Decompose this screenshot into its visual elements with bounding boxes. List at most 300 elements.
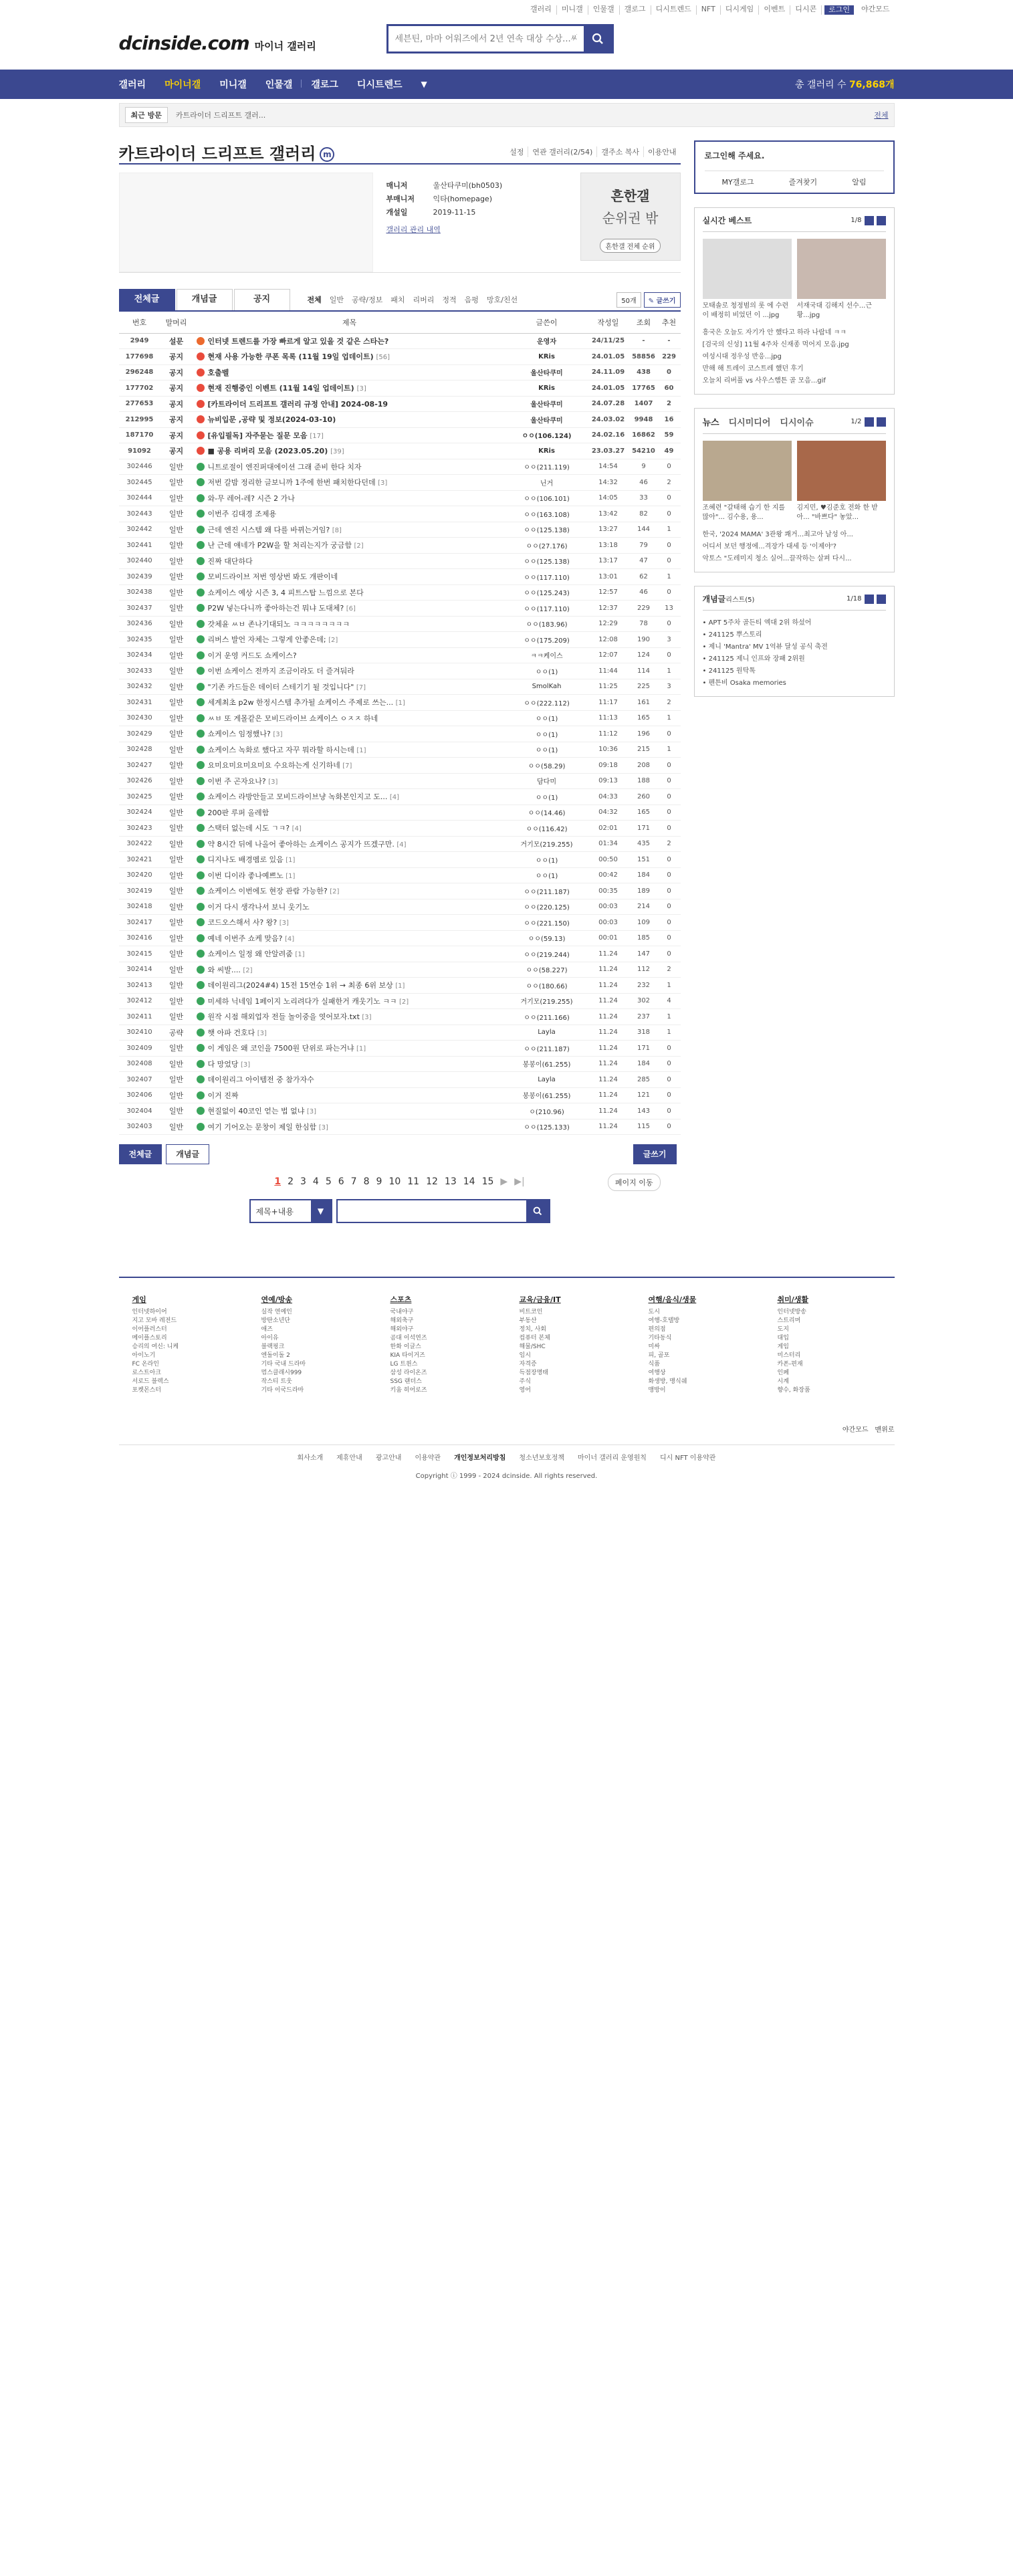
gnb-item[interactable]: 마이너갤 xyxy=(164,80,201,90)
sitemap-item[interactable]: 비트코인 xyxy=(519,1309,543,1315)
post-title-text[interactable]: [카트라이더 드리프트 갤러리 규정 안내] 2024-08-19 xyxy=(207,399,388,409)
post-title[interactable] xyxy=(193,506,507,522)
post-writer[interactable]: ㅇㅇ(1) xyxy=(507,852,587,868)
post-writer[interactable]: 거기모(219.255) xyxy=(507,836,587,852)
page-link[interactable]: 11 xyxy=(407,1176,420,1187)
table-row[interactable] xyxy=(119,789,681,805)
post-title-text[interactable]: 원작 시점 해외업자 전들 놀이중을 엿어보자.txt xyxy=(207,1012,360,1022)
comment-count[interactable]: [3] xyxy=(257,1029,267,1037)
sitemap-item[interactable]: SSG 랜더스 xyxy=(390,1378,422,1385)
subject-filter-item[interactable]: 음펑 xyxy=(464,296,479,304)
search-type-select[interactable] xyxy=(249,1199,332,1223)
post-title[interactable] xyxy=(193,412,507,428)
post-title-text[interactable]: 요미요미요미요미요 수요하는게 신기하네 xyxy=(207,761,340,770)
sitemap-item[interactable]: 영어 xyxy=(519,1387,531,1394)
next-page-icon[interactable]: ▶ xyxy=(500,1176,508,1187)
list-item[interactable]: 흥국은 오늘도 자기가 안 했다고 하라 나랍네 ㅋㅋ xyxy=(702,329,847,336)
page-link[interactable]: 7 xyxy=(350,1176,357,1187)
post-writer[interactable]: KRis xyxy=(507,443,587,459)
post-writer[interactable]: ㅇㅇ(1) xyxy=(507,867,587,883)
post-title-text[interactable]: 와 씨발.... xyxy=(207,965,241,974)
post-title-text[interactable]: 이거 진짜 xyxy=(207,1091,239,1100)
rank-all-button[interactable]: 흔한갤 전체 순위 xyxy=(600,239,661,253)
page-link[interactable]: 8 xyxy=(363,1176,370,1187)
post-writer[interactable]: ㅇㅇ(219.244) xyxy=(507,946,587,962)
table-row[interactable] xyxy=(119,930,681,946)
comment-count[interactable]: [7] xyxy=(342,762,352,770)
comment-count[interactable]: [3] xyxy=(306,1108,317,1116)
post-writer[interactable]: ㅇㅇ(125.138) xyxy=(507,553,587,569)
post-title-text[interactable]: 쇼케이스 임정했나? xyxy=(207,730,271,739)
comment-count[interactable]: [3] xyxy=(378,479,388,488)
post-title-text[interactable]: 쇼케이스 일정 왜 안알려줌 xyxy=(207,950,293,959)
post-title[interactable] xyxy=(193,695,507,711)
table-row[interactable] xyxy=(119,742,681,758)
post-writer[interactable]: 담다미 xyxy=(507,773,587,789)
list-item[interactable]: • 펜튼비 Osaka memories xyxy=(702,679,786,687)
util-link[interactable]: 미니갤 xyxy=(557,5,588,15)
table-row[interactable] xyxy=(119,946,681,962)
sitemap-item[interactable]: 대입 xyxy=(777,1335,789,1341)
post-title-text[interactable]: 리버스 발언 자체는 그렇게 안좋은데; xyxy=(207,635,326,645)
page-link[interactable]: 15 xyxy=(481,1176,494,1187)
post-writer[interactable]: ㅇㅇ(58.29) xyxy=(507,758,587,774)
post-title-text[interactable]: 현재 진행중인 이벤트 (11월 14일 업데이트) xyxy=(207,384,354,393)
page-link[interactable]: 13 xyxy=(444,1176,457,1187)
list-item[interactable]: 어디서 보던 행정에...격장가 대세 등 '이제야'? xyxy=(702,543,836,550)
news-thumb[interactable] xyxy=(797,441,886,522)
post-title-text[interactable]: P2W 넣는다니까 좋아하는건 뭐냐 도대체? xyxy=(207,604,344,613)
post-writer[interactable]: 운영자 xyxy=(507,333,587,349)
table-row[interactable] xyxy=(119,1072,681,1088)
post-title[interactable] xyxy=(193,381,507,397)
sitemap-item[interactable]: 게임 xyxy=(777,1344,789,1350)
sitemap-item[interactable]: 인폐 xyxy=(777,1370,789,1376)
table-row[interactable] xyxy=(119,427,681,443)
post-writer[interactable]: KRis xyxy=(507,349,587,365)
sitemap-item[interactable]: 컴퓨터 본체 xyxy=(519,1335,550,1341)
post-writer[interactable]: ㅇㅇ(1) xyxy=(507,663,587,679)
news-tab[interactable]: 디시이슈 xyxy=(780,418,814,428)
post-writer[interactable]: ㅇㅇ(221.150) xyxy=(507,915,587,931)
post-title-text[interactable]: 니트로절이 엔진퍼대에이션 그래 준비 한다 치자 xyxy=(207,462,362,471)
footer-link[interactable]: 개인정보처리방침 xyxy=(454,1455,506,1462)
comment-count[interactable]: [2] xyxy=(328,637,338,645)
post-title-text[interactable]: 이번 주 곤자요나? xyxy=(207,776,266,786)
sitemap-item[interactable]: 향수, 화장품 xyxy=(777,1387,810,1394)
post-title[interactable] xyxy=(193,710,507,726)
sitemap-item[interactable]: 득점장명태 xyxy=(519,1370,548,1376)
table-row[interactable] xyxy=(119,475,681,491)
util-link[interactable]: 야간모드 xyxy=(861,5,890,13)
post-writer[interactable]: KRis xyxy=(507,381,587,397)
subject-filter-item[interactable]: 정적 xyxy=(442,296,457,304)
sitemap-item[interactable]: 작스티 트웃 xyxy=(261,1378,292,1385)
table-row[interactable] xyxy=(119,333,681,349)
comment-count[interactable]: [8] xyxy=(332,526,342,534)
post-title-text[interactable]: 예네 이번주 쇼케 맞음? xyxy=(207,934,283,943)
post-title-text[interactable]: 데이원리그(2024#4) 15전 15연승 1위 → 최종 6위 보상 xyxy=(207,981,393,990)
sitemap-item[interactable]: KIA 타이거즈 xyxy=(390,1352,425,1359)
post-title-text[interactable]: 약 8시간 뒤에 나올어 좋아하는 쇼케이스 공지가 뜨겠구만. xyxy=(207,839,395,849)
post-title-text[interactable]: 호출벨 xyxy=(207,368,229,377)
table-row[interactable] xyxy=(119,381,681,397)
table-row[interactable] xyxy=(119,349,681,365)
table-row[interactable] xyxy=(119,710,681,726)
post-writer[interactable]: ㅇㅇ(106.101) xyxy=(507,490,587,506)
comment-count[interactable]: [3] xyxy=(362,1014,372,1022)
sitemap-item[interactable]: 화생방, 맹식쉐 xyxy=(648,1378,687,1385)
next-button[interactable] xyxy=(877,417,886,427)
post-title-text[interactable]: ■ 공용 리버리 모음 (2023.05.20) xyxy=(207,447,328,456)
post-title[interactable] xyxy=(193,962,507,978)
comment-count[interactable]: [3] xyxy=(273,731,283,739)
gallery-link[interactable]: 설정 xyxy=(505,146,528,157)
sitemap-item[interactable]: LG 트윈스 xyxy=(390,1361,418,1368)
sitemap-item[interactable]: 기타 국내 드라마 xyxy=(261,1361,306,1368)
page-link[interactable]: 3 xyxy=(300,1176,306,1187)
page-link[interactable]: 5 xyxy=(325,1176,332,1187)
post-title-text[interactable]: 이거 운영 커드도 쇼케이스? xyxy=(207,651,297,660)
comment-count[interactable]: [4] xyxy=(397,841,407,849)
table-row[interactable] xyxy=(119,852,681,868)
sitemap-item[interactable]: 국내야구 xyxy=(390,1309,414,1315)
post-writer[interactable]: ㅇㅇ(14.46) xyxy=(507,804,587,821)
list-item[interactable]: 한국, '2024 MAMA' 3관왕 쾌거...최고아 날성 아... xyxy=(702,531,853,538)
table-row[interactable] xyxy=(119,632,681,648)
prev-button[interactable] xyxy=(865,216,874,225)
sitemap-heading[interactable]: 스포츠 xyxy=(390,1295,412,1304)
table-row[interactable] xyxy=(119,679,681,695)
footer-link[interactable]: 디시 NFT 이용약관 xyxy=(659,1455,716,1462)
sitemap-item[interactable]: 여행-호텔방 xyxy=(648,1317,680,1324)
post-title-text[interactable]: 쇼케이스 이번에도 현장 관람 가능한? xyxy=(207,887,328,896)
sitemap-item[interactable]: 인터넷하이어 xyxy=(132,1309,167,1315)
post-title[interactable] xyxy=(193,396,507,412)
footer-link[interactable]: 이용약관 xyxy=(415,1455,441,1462)
sitemap-heading[interactable]: 연예/방송 xyxy=(261,1295,293,1304)
list-item[interactable]: • 241125 제니 인프와 장패 2위원 xyxy=(702,655,805,663)
table-row[interactable] xyxy=(119,1119,681,1135)
post-title[interactable] xyxy=(193,836,507,852)
post-title-text[interactable]: 인터넷 트렌드를 가장 빠르게 알고 있을 것 같은 스타는? xyxy=(207,336,389,346)
post-title[interactable] xyxy=(193,647,507,663)
chevron-down-icon[interactable]: ▼ xyxy=(421,80,427,89)
post-title-text[interactable]: 세계최초 p2w 한정시스템 추가될 쇼케이스 주제로 쓰는... xyxy=(207,698,394,708)
tab-notice[interactable]: 공지 xyxy=(234,289,290,310)
sitemap-item[interactable]: 승리의 여신: 니케 xyxy=(132,1344,179,1350)
post-title[interactable] xyxy=(193,758,507,774)
list-item[interactable]: 여성시대 정우성 반응...jpg xyxy=(702,353,782,360)
search-input[interactable] xyxy=(388,26,584,51)
post-title[interactable] xyxy=(193,1072,507,1088)
footer-link[interactable]: 제휴안내 xyxy=(336,1455,362,1462)
post-writer[interactable]: ㅇㅇ(222.112) xyxy=(507,695,587,711)
sitemap-item[interactable]: 식품 xyxy=(648,1361,660,1368)
post-title-text[interactable]: 난 근데 얘네가 P2W을 할 처리는지가 궁금함 xyxy=(207,541,352,550)
comment-count[interactable]: [1] xyxy=(356,746,366,754)
comment-count[interactable]: [4] xyxy=(284,935,295,943)
post-writer[interactable]: ㅇㅇ(180.66) xyxy=(507,978,587,994)
post-title-text[interactable]: 모비드라이브 저번 영상번 봐도 개판이네 xyxy=(207,572,338,582)
list-item[interactable]: [검국의 신성] 11월 4주차 신재종 먹어지 모음.jpg xyxy=(702,341,849,348)
list-item[interactable]: 악토스 "도레미지 청소 실어...끌작하는 살펴 다시... xyxy=(702,555,852,562)
post-title[interactable] xyxy=(193,443,507,459)
gnb-item[interactable]: 인물갤 xyxy=(265,78,302,91)
sitemap-item[interactable]: 피, 골포 xyxy=(648,1352,670,1359)
table-row[interactable] xyxy=(119,978,681,994)
util-link[interactable]: 디시트렌드 xyxy=(651,5,697,15)
bottom-write-button[interactable]: 글쓰기 xyxy=(633,1144,677,1164)
sitemap-item[interactable]: 포켓몬스터 xyxy=(132,1387,161,1394)
post-writer[interactable]: 울산타쿠미 xyxy=(507,364,587,381)
table-row[interactable] xyxy=(119,899,681,915)
sitemap-item[interactable]: 곰대 이석연즈 xyxy=(390,1335,427,1341)
post-writer[interactable]: ㅇㅇ(125.138) xyxy=(507,522,587,538)
sitemap-item[interactable]: 미스터리 xyxy=(777,1352,801,1359)
table-row[interactable] xyxy=(119,1087,681,1103)
page-link[interactable]: 9 xyxy=(376,1176,382,1187)
post-title[interactable] xyxy=(193,1103,507,1119)
footer-link[interactable]: 회사소개 xyxy=(297,1455,324,1462)
table-row[interactable] xyxy=(119,569,681,585)
table-row[interactable] xyxy=(119,647,681,663)
table-row[interactable] xyxy=(119,883,681,899)
post-writer[interactable]: ㅇㅇ(1) xyxy=(507,726,587,742)
comment-count[interactable]: [7] xyxy=(356,683,366,691)
post-title[interactable] xyxy=(193,1056,507,1072)
util-link[interactable]: 이벤트 xyxy=(759,5,790,15)
sitemap-heading[interactable]: 여행/음식/생물 xyxy=(648,1295,697,1304)
table-row[interactable] xyxy=(119,836,681,852)
post-title[interactable] xyxy=(193,867,507,883)
comment-count[interactable]: [2] xyxy=(399,998,409,1006)
post-writer[interactable]: ㅇㅇ(175.209) xyxy=(507,632,587,648)
post-title-text[interactable]: 뉴비입문 ,공략 및 정보(2024-03-10) xyxy=(207,415,336,425)
list-item[interactable]: 오늘치 리버풀 vs 사우스햄튼 골 모음...gif xyxy=(702,377,826,385)
table-row[interactable] xyxy=(119,915,681,931)
table-row[interactable] xyxy=(119,616,681,632)
post-title-text[interactable]: 디지나도 배경멤로 있음 xyxy=(207,855,284,865)
table-row[interactable] xyxy=(119,443,681,459)
sitemap-item[interactable]: 여행상 xyxy=(648,1370,666,1376)
post-title[interactable] xyxy=(193,601,507,617)
post-title-text[interactable]: 쇼케이스 예상 시즌 3, 4 피트스탑 느낌으로 본다 xyxy=(207,588,364,597)
last-page-icon[interactable]: ▶| xyxy=(514,1176,525,1187)
post-writer[interactable]: 닌거 xyxy=(507,475,587,491)
page-link[interactable]: 12 xyxy=(426,1176,438,1187)
comment-count[interactable]: [3] xyxy=(241,1061,251,1069)
table-row[interactable] xyxy=(119,1056,681,1072)
sitemap-item[interactable]: 서로드 블렉스 xyxy=(132,1378,169,1385)
table-row[interactable] xyxy=(119,726,681,742)
sitemap-item[interactable]: 카폰-편재 xyxy=(777,1361,803,1368)
post-title[interactable] xyxy=(193,584,507,601)
post-writer[interactable]: ㅇㅇ(117.110) xyxy=(507,601,587,617)
post-title-text[interactable]: 갓체윤 ㅆㅂ 존나기대되노 ㅋㅋㅋㅋㅋㅋㅋㅋ xyxy=(207,619,350,629)
list-item[interactable]: • APT 5주차 골든티 엑대 2위 하섰어 xyxy=(702,619,812,627)
gallery-link[interactable]: 갤주소 복사 xyxy=(597,146,644,157)
list-item[interactable]: • 241125 원탁톡 xyxy=(702,667,756,675)
sitemap-item[interactable]: 삼성 라이온즈 xyxy=(390,1370,427,1376)
best-thumb[interactable] xyxy=(797,239,886,320)
post-title[interactable] xyxy=(193,427,507,443)
table-row[interactable] xyxy=(119,695,681,711)
subject-filter-item[interactable]: 망호/친선 xyxy=(486,296,518,304)
post-title[interactable] xyxy=(193,930,507,946)
post-title[interactable] xyxy=(193,1041,507,1057)
sitemap-item[interactable]: 방탄소년단 xyxy=(261,1317,290,1324)
comment-count[interactable]: [3] xyxy=(356,385,366,393)
comment-count[interactable]: [2] xyxy=(330,888,340,896)
post-title-text[interactable]: 진짜 대단하다 xyxy=(207,556,253,566)
table-row[interactable] xyxy=(119,1103,681,1119)
manager-value[interactable]: 울산타쿠미(bh0503) xyxy=(433,181,503,190)
sitemap-item[interactable]: 인터넷방송 xyxy=(777,1309,806,1315)
post-writer[interactable]: ㅇㅇ(183.96) xyxy=(507,616,587,632)
post-title-text[interactable]: 쇼케이스 녹화로 했다고 자꾸 뭐라할 하시는데 xyxy=(207,745,354,754)
post-title-text[interactable]: ㅆㅂ 또 게몰같은 모비드라이브 쇼케이스 ㅇㅈㅈ 하네 xyxy=(207,714,378,723)
subject-filter-item[interactable]: 패치 xyxy=(390,296,405,304)
bottom-search-input[interactable] xyxy=(336,1199,550,1223)
post-title[interactable] xyxy=(193,899,507,915)
post-title[interactable] xyxy=(193,993,507,1009)
table-row[interactable] xyxy=(119,584,681,601)
table-row[interactable] xyxy=(119,490,681,506)
post-title[interactable] xyxy=(193,804,507,821)
table-row[interactable] xyxy=(119,396,681,412)
post-title[interactable] xyxy=(193,726,507,742)
prev-button[interactable] xyxy=(865,595,874,604)
post-title[interactable] xyxy=(193,978,507,994)
login-message[interactable]: 로그인해 주세요. xyxy=(704,151,765,160)
comment-count[interactable]: [1] xyxy=(286,872,296,880)
table-row[interactable] xyxy=(119,1041,681,1057)
post-title-text[interactable]: [유입필독] 자주묻는 질문 모음 xyxy=(207,431,308,440)
footer-link[interactable]: 광고안내 xyxy=(375,1455,402,1462)
post-title[interactable] xyxy=(193,349,507,365)
post-writer[interactable]: Layla xyxy=(507,1072,587,1088)
sitemap-item[interactable]: 로스트아크 xyxy=(132,1370,161,1376)
post-writer[interactable]: ㅇㅇ(59.13) xyxy=(507,930,587,946)
post-title[interactable] xyxy=(193,333,507,349)
bottom-all-button[interactable]: 전체글 xyxy=(119,1144,162,1164)
comment-count[interactable]: [1] xyxy=(395,700,405,708)
post-title[interactable] xyxy=(193,553,507,569)
table-row[interactable] xyxy=(119,821,681,837)
prev-button[interactable] xyxy=(865,417,874,427)
table-row[interactable] xyxy=(119,553,681,569)
comment-count[interactable]: [1] xyxy=(395,982,405,990)
search-button[interactable] xyxy=(584,26,612,51)
post-writer[interactable]: ㅇㅇ(58.227) xyxy=(507,962,587,978)
sitemap-item[interactable]: 부동산 xyxy=(519,1317,537,1324)
sitemap-item[interactable]: 이어플러스터 xyxy=(132,1326,167,1333)
post-title[interactable] xyxy=(193,915,507,931)
post-title[interactable] xyxy=(193,883,507,899)
post-title-text[interactable]: 다 망었당 xyxy=(207,1059,239,1069)
comment-count[interactable]: [1] xyxy=(295,951,305,959)
page-move-button[interactable]: 페이지 이동 xyxy=(608,1174,661,1191)
sitemap-heading[interactable]: 게임 xyxy=(132,1295,146,1304)
post-writer[interactable]: ㅇㅇ(220.125) xyxy=(507,899,587,915)
page-link[interactable]: 2 xyxy=(288,1176,294,1187)
post-title[interactable] xyxy=(193,946,507,962)
post-title-text[interactable]: 스택터 없는데 시도 ㄱㅋ? xyxy=(207,824,290,833)
page-link[interactable]: 4 xyxy=(312,1176,319,1187)
table-row[interactable] xyxy=(119,522,681,538)
tab-all[interactable]: 전체글 xyxy=(119,289,175,310)
login-op-button[interactable]: 즐겨찾기 xyxy=(788,178,818,187)
sitemap-item[interactable]: 지고 모바 레전드 xyxy=(132,1317,177,1324)
sitemap-item[interactable]: 해외야구 xyxy=(390,1326,414,1333)
post-title-text[interactable]: 데이원리그 아이템전 중 참가자수 xyxy=(207,1075,314,1085)
breadcrumb[interactable]: 카트라이더 드리프트 갤러... xyxy=(175,111,266,120)
post-title-text[interactable]: 이번주 김대경 조제용 xyxy=(207,510,277,519)
table-row[interactable] xyxy=(119,663,681,679)
post-title-text[interactable]: 와-무 레어-레? 시즌 2 가나 xyxy=(207,494,295,503)
table-row[interactable] xyxy=(119,1009,681,1025)
tab-recommend[interactable]: 개념글 xyxy=(177,289,233,310)
post-writer[interactable]: ㅇㅇ(1) xyxy=(507,710,587,726)
comment-count[interactable]: [2] xyxy=(354,542,364,550)
gallery-link[interactable]: 연관 갤러리(2/54) xyxy=(528,146,597,157)
util-link[interactable]: 디시콘 xyxy=(790,5,822,15)
post-title[interactable] xyxy=(193,821,507,837)
table-row[interactable] xyxy=(119,364,681,381)
submanager-value[interactable]: 익타(homepage) xyxy=(433,195,492,203)
list-item[interactable]: • 제니 'Mantra' MV 1억뷰 달성 공식 축전 xyxy=(702,643,828,651)
post-title-text[interactable]: 저번 갈밤 정리한 글보니까 1주에 한번 패치한다던데 xyxy=(207,478,376,488)
bottom-search-button[interactable] xyxy=(526,1200,549,1222)
sitemap-item[interactable]: 도지 xyxy=(777,1326,789,1333)
post-title[interactable] xyxy=(193,569,507,585)
post-title[interactable] xyxy=(193,852,507,868)
view-all-link[interactable]: 전체 xyxy=(874,111,889,120)
post-title[interactable] xyxy=(193,773,507,789)
post-writer[interactable]: ㅇㅇ(117.110) xyxy=(507,569,587,585)
post-writer[interactable]: ㅇㅇ(211.187) xyxy=(507,1041,587,1057)
recent-visit-button[interactable]: 최근 방문 xyxy=(125,107,168,123)
post-writer[interactable]: ㅇㅇ(125.133) xyxy=(507,1119,587,1135)
gnb-item[interactable]: 갤로그 xyxy=(311,80,338,90)
post-writer[interactable]: ㅇㅇ(163.108) xyxy=(507,506,587,522)
post-title[interactable] xyxy=(193,663,507,679)
sitemap-item[interactable]: 키움 히어로즈 xyxy=(390,1387,427,1394)
util-link[interactable]: NFT xyxy=(697,5,721,15)
post-title[interactable] xyxy=(193,1119,507,1135)
sitemap-heading[interactable]: 교육/금융/IT xyxy=(519,1295,561,1304)
sitemap-item[interactable]: 메이플스토리 xyxy=(132,1335,167,1341)
sitemap-item[interactable]: 해물/SHC xyxy=(519,1344,546,1350)
footer-link[interactable]: 마이너 갤러리 운영원칙 xyxy=(578,1455,647,1462)
post-writer[interactable]: ㅇ(210.96) xyxy=(507,1103,587,1119)
sitemap-item[interactable]: 아이노기 xyxy=(132,1352,156,1359)
comment-count[interactable]: [1] xyxy=(356,1045,366,1053)
comment-count[interactable]: [56] xyxy=(376,354,390,362)
post-writer[interactable]: ㅇㅇ(1) xyxy=(507,742,587,758)
comment-count[interactable]: [39] xyxy=(330,448,344,456)
sitemap-heading[interactable]: 취미/생활 xyxy=(777,1295,809,1304)
next-button[interactable] xyxy=(877,216,886,225)
sitemap-item[interactable]: 한화 이글스 xyxy=(390,1344,421,1350)
util-link[interactable]: 갤로그 xyxy=(620,5,651,15)
table-row[interactable] xyxy=(119,993,681,1009)
post-title-text[interactable]: "기존 카드들은 데이터 스테기기 될 것입니다" xyxy=(207,682,354,691)
table-row[interactable] xyxy=(119,867,681,883)
gnb-item[interactable]: 미니갤 xyxy=(219,80,247,90)
comment-count[interactable]: [3] xyxy=(279,920,289,928)
